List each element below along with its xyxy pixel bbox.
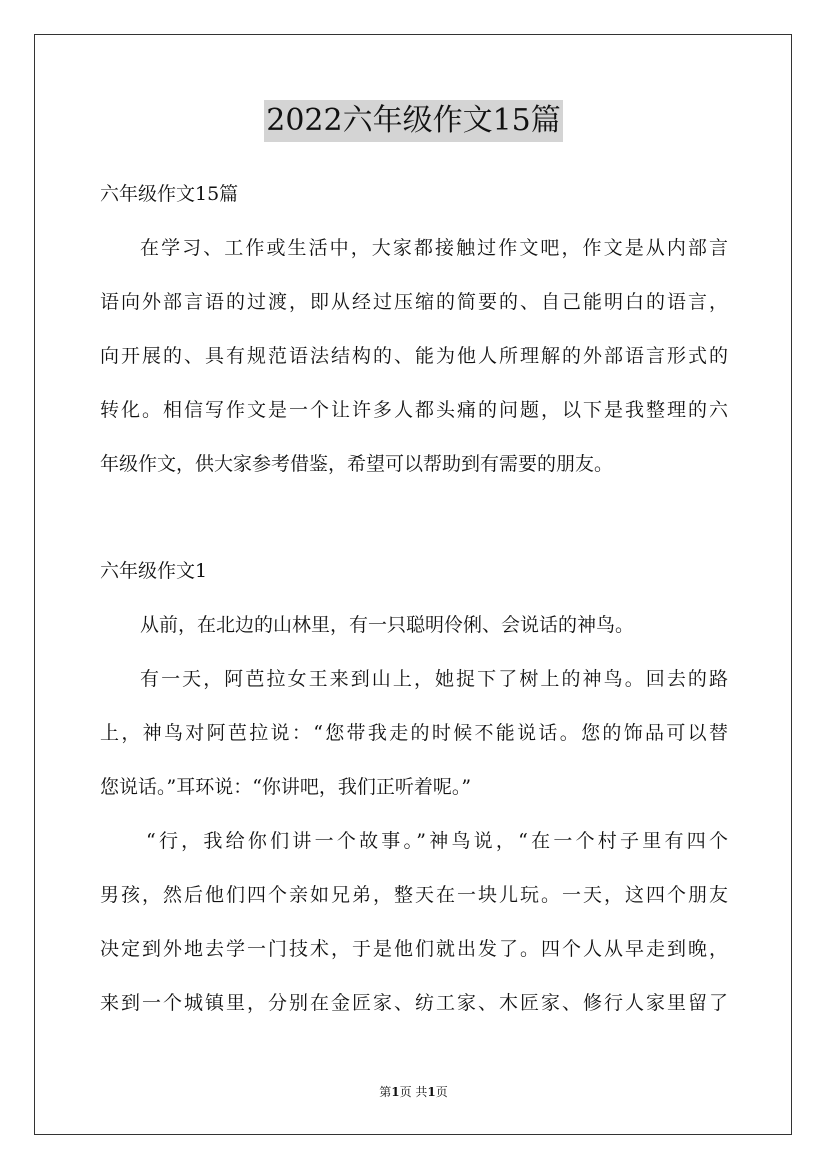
- footer-page-number: 1: [391, 1085, 400, 1099]
- page-footer: [0, 1083, 827, 1101]
- subheading: 六年级作文15篇: [100, 183, 239, 205]
- intro-line-2: 语向外部言语的过渡，即从经过压缩的简要的、自己能明白的语言，: [100, 291, 728, 313]
- intro-line-4: 转化。相信写作文是一个让许多人都头痛的问题，以下是我整理的六: [100, 399, 728, 421]
- para3-line-4: 来到一个城镇里，分别在金匠家、纺工家、木匠家、修行人家里留了: [100, 992, 728, 1014]
- document-body: [100, 167, 728, 1030]
- document-title: 2022六年级作文15篇: [264, 100, 563, 142]
- section-heading: 六年级作文1: [100, 560, 208, 582]
- paragraph-gap: [100, 491, 728, 544]
- intro-line-1: 在学习、工作或生活中，大家都接触过作文吧，作文是从内部言: [140, 237, 728, 259]
- footer-total-number: 1: [427, 1085, 436, 1099]
- para3-line-1: “行，我给你们讲一个故事。”神鸟说，“在一个村子里有四个: [146, 830, 728, 852]
- para3-line-3: 决定到外地去学一门技术，于是他们就出发了。四个人从早走到晚，: [100, 938, 728, 960]
- footer-page-label: 第: [379, 1085, 392, 1099]
- para1-line-1: 从前，在北边的山林里，有一只聪明伶俐、会说话的神鸟。: [140, 614, 635, 636]
- para2-line-1: 有一天，阿芭拉女王来到山上，她捉下了树上的神鸟。回去的路: [140, 668, 728, 690]
- footer-total-unit: 页: [435, 1085, 448, 1099]
- para2-line-3: 您说话。”耳环说：“你讲吧，我们正听着呢。”: [100, 776, 472, 798]
- footer-page-unit: 页 共: [399, 1085, 428, 1099]
- intro-line-5: 年级作文，供大家参考借鉴，希望可以帮助到有需要的朋友。: [100, 453, 614, 475]
- para3-line-2: 男孩，然后他们四个亲如兄弟，整天在一块儿玩。一天，这四个朋友: [100, 884, 728, 906]
- intro-line-3: 向开展的、具有规范语法结构的、能为他人所理解的外部语言形式的: [100, 345, 728, 367]
- para2-line-2: 上，神鸟对阿芭拉说：“您带我走的时候不能说话。您的饰品可以替: [100, 722, 728, 744]
- title-wrap: [0, 100, 827, 142]
